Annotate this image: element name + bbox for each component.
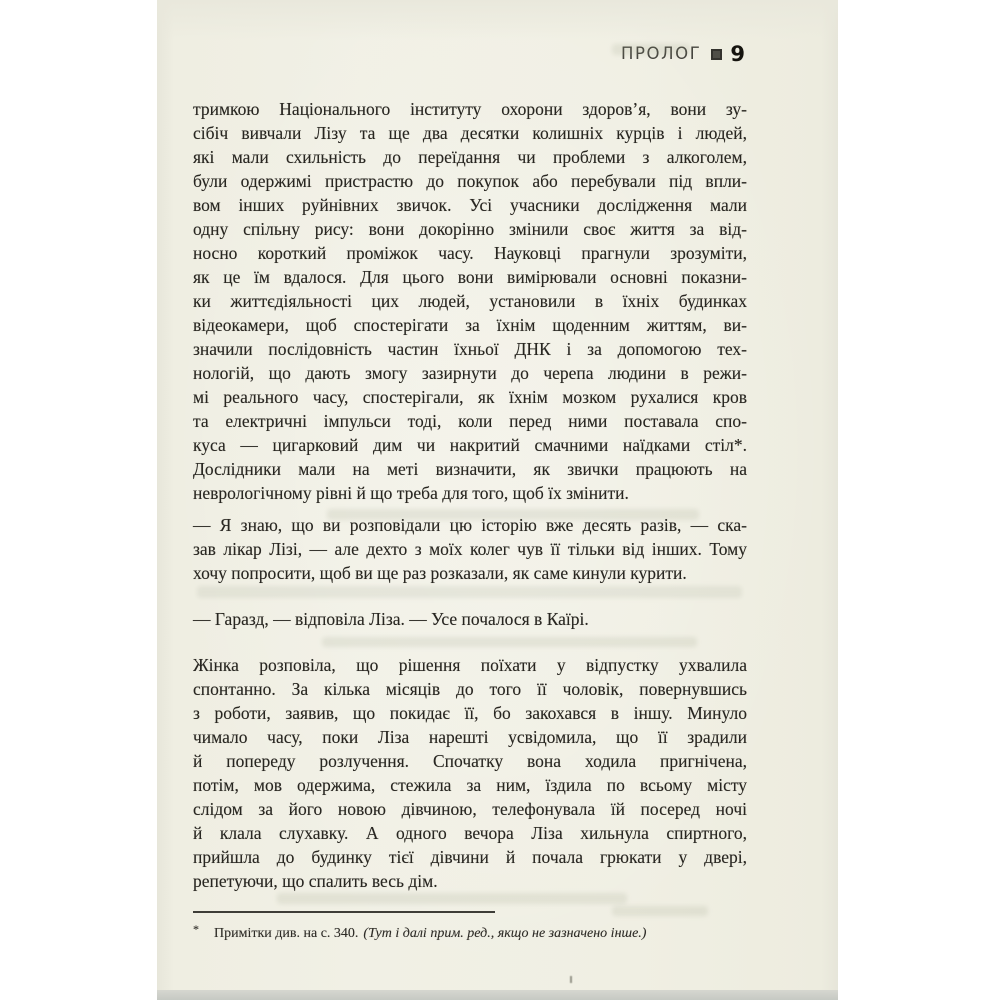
text-line: одну спільну рису: вони докорінно змінили своє життя за від- <box>193 219 747 239</box>
text-line: як це їм вдалося. Для цього вони вимірювали основні показни- <box>193 267 747 287</box>
bleed-through-text <box>277 893 627 904</box>
text-line: — Гаразд, — відповіла Ліза. — Усе почалося в Каїрі. <box>193 609 589 629</box>
paper-speck <box>570 976 572 983</box>
text-line: чимало часу, поки Ліза нарешті усвідомила, що її зрадили <box>193 727 747 747</box>
text-line: Дослідники мали на меті визначити, як звички працюють на <box>193 459 747 479</box>
page-bottom-edge <box>157 990 838 1000</box>
text-line: куса — цигарковий дим чи накритий смачними наїдками стіл*. <box>193 435 747 455</box>
paragraph <box>193 653 747 893</box>
text-line: носно короткий проміжок часу. Науковці прагнули зрозуміти, <box>193 243 747 263</box>
text-line: ки життєдіяльності цих людей, установили в їхніх будинках <box>193 291 747 311</box>
text-line: відеокамери, щоб спостерігати за їхнім щоденним життям, ви- <box>193 315 747 335</box>
paragraph <box>193 607 747 631</box>
running-header <box>157 42 745 66</box>
footnote-text: Примітки див. на с. 340. <box>214 926 359 941</box>
chapter-title: ПРОЛОГ <box>620 44 702 63</box>
paragraph <box>193 97 747 505</box>
text-line: й попереду розлучення. Спочатку вона ходила пригнічена, <box>193 751 747 771</box>
text-line: неврологічному рівні й що треба для того, щоб їх змінити. <box>193 483 629 503</box>
text-line: мі реального часу, спостерігали, як їхнім мозком рухалися кров <box>193 387 747 407</box>
footnote-marker: * <box>193 922 199 936</box>
footnote-rule <box>193 911 495 913</box>
text-line: й клала слухавку. А одного вечора Ліза хильнула спиртного, <box>193 823 747 843</box>
text-line: хочу попросити, щоб ви ще раз розказали, як саме кинули курити. <box>193 563 687 583</box>
text-line: сібіч вивчали Лізу та ще два десятки колишніх курців і людей, <box>193 123 747 143</box>
text-line: спонтанно. За кілька місяців до того її чоловік, повернувшись <box>193 679 747 699</box>
text-block <box>193 97 747 893</box>
footnote <box>193 919 753 944</box>
book-page <box>157 0 838 1000</box>
text-line: тримкою Національного інституту охорони здоров’я, вони зу- <box>193 99 747 119</box>
page-number: 9 <box>730 42 745 66</box>
text-line: репетуючи, що спалить весь дім. <box>193 871 438 891</box>
text-line: прийшла до будинку тієї дівчини й почала грюкати у двері, <box>193 847 747 867</box>
text-line: нологій, що дають змогу зазирнути до черепа людини в режи- <box>193 363 747 383</box>
text-line: вом інших руйнівних звичок. Усі учасники дослідження мали <box>193 195 747 215</box>
paragraph <box>193 513 747 585</box>
text-line: потім, мов одержима, стежила за ним, їздила по всьому місту <box>193 775 747 795</box>
bleed-through-text <box>612 906 708 916</box>
text-line: — Я знаю, що ви розповідали цю історію вже десять разів, — ска- <box>193 515 747 535</box>
text-line: зав лікар Лізі, — але дехто з моїх колег чув її тільки від інших. Тому <box>193 539 747 559</box>
text-line: які мали схильність до переїдання чи проблеми з алкоголем, <box>193 147 747 167</box>
footnote-note: (Тут і далі прим. ред., якщо не зазначено інше.) <box>363 926 647 941</box>
text-line: значили послідовність частин їхньої ДНК і за допомогою тех- <box>193 339 747 359</box>
text-line: слідом за його новою дівчиною, телефонувала їй посеред ночі <box>193 799 747 819</box>
text-line: та електричні імпульси тоді, коли перед ними поставала спо- <box>193 411 747 431</box>
text-line: Жінка розповіла, що рішення поїхати у відпустку ухвалила <box>193 655 747 675</box>
text-line: були одержимі пристрастю до покупок або перебували під впли- <box>193 171 747 191</box>
text-line: з роботи, заявив, що покидає її, бо закохався в іншу. Минуло <box>193 703 747 723</box>
square-bullet-icon <box>711 49 722 60</box>
